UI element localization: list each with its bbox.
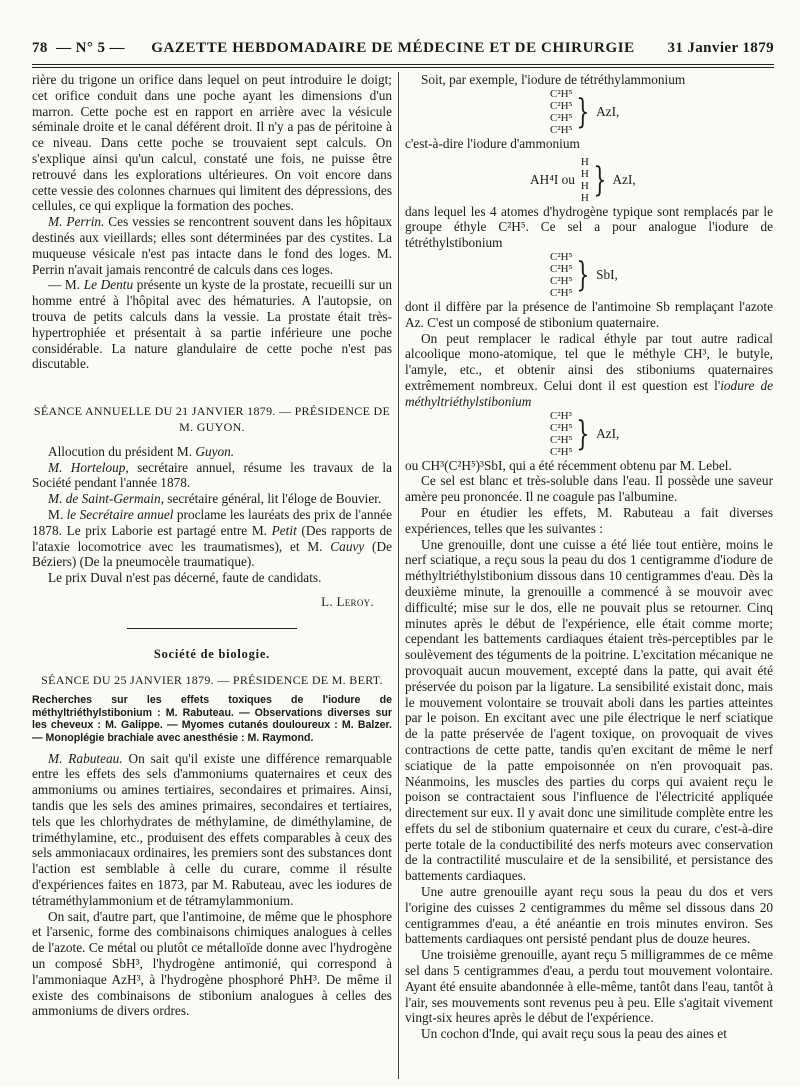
session-summary: Recherches sur les effets toxiques de l'iodure de méthyltriéthylstibonium : M. Rabuteau. — Observations diverses sur les cheveux : M. Galippe. — Myomes cutanés douloureux : M. Balzer. — Monoplégie brachiale avec anesthésie : M. Raymond. <box>32 694 392 745</box>
paragraph: M. Horteloup, secrétaire annuel, résume les travaux de la Société pendant l'année 1878. <box>32 459 392 491</box>
journal-title: GAZETTE HEBDOMADAIRE DE MÉDECINE ET DE CHIRURGIE <box>151 40 635 56</box>
paragraph: — M. Le Dentu présente un kyste de la prostate, recueilli sur un homme entré à l'hôpital avec des hématuries. A l'autopsie, on trouva de petits calculs dans la vessie. La prostate était très-hypertrophiée et présentait à sa partie inférieure une poche considérable. La nature glandulaire de cette poche n'est pas discutable. <box>32 277 392 372</box>
paragraph: rière du trigone un orifice dans lequel on peut introduire le doigt; cet orifice conduit dans une poche ayant les dimensions d'un marron. Cette poche est en rapport en arrière avec la vésicule séminale droite et le canal déférent droit. Il n'y a pas de péritoine à ce niveau. Dans cette poche se trouvaient sept calculs. On s'explique ainsi qu'un calcul, constaté une fois, ne puisse être retrouvé dans les explorations ultérieures. On voit encore dans cette vessie des colonnes charnues qui limitent des dépressions, des cellules, ce qui explique la formation des poches. <box>32 72 392 214</box>
paragraph: Soit, par exemple, l'iodure de tétréthylammonium <box>421 72 686 87</box>
paragraph: M. Perrin. Ces vessies se rencontrent souvent dans les hôpitaux destinés aux vieillards; elles sont déterminées par des cystites. La muqueuse vésicale n'est pas intacte dans le fond des loges. M. Perrin n'avait jamais rencontré de calculs dans ces loges. <box>32 214 393 277</box>
paragraph: Allocution du président M. Guyon. <box>48 443 235 459</box>
header-rule-thin <box>32 67 774 68</box>
paragraph: On peut remplacer le radical éthyle par tout autre radical alcoolique mono-atomique, tel que le méthyle CH³, le butyle, l'amyle, etc., et obtenir ainsi des stiboniums quaternaires extrêmement nombreux. Celui dont il est question est l'iodure de méthyltriéthylstibonium <box>405 330 773 409</box>
column-divider <box>398 72 399 1079</box>
paragraph: c'est-à-dire l'iodure d'ammonium <box>405 135 580 151</box>
paragraph: Le prix Duval n'est pas décerné, faute de candidats. <box>48 570 322 586</box>
right-column <box>405 72 773 1042</box>
issue-date: 31 Janvier 1879 <box>667 40 774 56</box>
paragraph: Pour en étudier les effets, M. Rabuteau a fait diverses expériences, telles que les suivantes : <box>405 504 773 536</box>
paragraph: dont il diffère par la présence de l'antimoine Sb remplaçant l'azote Az. C'est un composé de stibonium quaternaire. <box>405 298 773 330</box>
paragraph: Ce sel est blanc et très-soluble dans l'eau. Il possède une saveur amère peu prononcée. Il ne coagule pas l'albumine. <box>405 473 773 505</box>
paragraph: M. le Secrétaire annuel proclame les lauréats des prix de l'année 1878. Le prix Laborie est partagé entre M. Petit (Des rapports de l'ataxie locomotrice avec les traumatismes), et M. Cauvy (De Béziers) (De la pneumocèle traumatique). <box>32 506 392 570</box>
chemical-formula: AH⁴I ou H H H H } AzI, <box>530 155 636 204</box>
seance-heading: SÉANCE DU 25 JANVIER 1879. — PRÉSIDENCE DE M. BERT. <box>41 672 383 687</box>
paragraph: ou CH³(C²H⁵)³SbI, qui a été récemment obtenu par M. Lebel. <box>405 457 732 473</box>
section-title: Société de biologie. <box>153 646 271 661</box>
paragraph: Un cochon d'Inde, qui avait reçu sous la peau des aines et <box>421 1026 727 1042</box>
signature: L. Leroy. <box>321 593 374 609</box>
header-rule <box>32 64 774 65</box>
chemical-formula: C²H⁵ C²H⁵ C²H⁵ C²H⁵ } AzI, <box>550 87 620 136</box>
paragraph: On sait, d'autre part, que l'antimoine, de même que le phosphore et l'arsenic, forme des combinaisons chimiques analogues à celles de l'azote. Ce métal ou plutôt ce métalloïde donne avec l'hydrogène un composé SbH³, l'hydrogène antimonié, qui correspond à l'ammoniaque AzH³, à l'hydrogène phosphoré PhH³. De même il existe des combinaisons de stibonium analogues à celles des ammoniums de divers ordres. <box>32 908 392 1019</box>
paragraph: M. de Saint-Germain, secrétaire général, lit l'éloge de Bouvier. <box>48 491 382 507</box>
paragraph: Une grenouille, dont une cuisse a été liée tout entière, moins le nerf sciatique, a reçu sous la peau du dos 1 centigramme d'iodure de méthyltriéthylstibonium dissous dans 10 centigrammes d'eau. Dès la deuxième minute, la grenouille a commencé à se mouvoir avec difficulté; mise sur le dos, elle ne pouvait plus se retourner. Cinq minutes après le début de l'expérience, elle était comme morte; cependant les battements cardiaques étaient très-perceptibles par le soulèvement des téguments de la poitrine. L'excitation mécanique ne provoquait aucun mouvement, excepté dans la patte, qui avait été préservée du poison par la ligature. La sensibilité existait donc, mais le mouvement volontaire se trouvait aboli dans les parties atteintes par le poison. En excitant avec une pile électrique le nerf sciatique de la patte préservée de l'agent toxique, on provoquait de vives contractions de cette patte, tandis qu'en excitant de même le nerf sciatique de la patte empoisonnée on n'en provoquait pas. Néanmoins, les muscles des parties du corps qui avaient reçu le poison se contractaient sous l'influence de l'électricité appliquée directement sur eux. Il y avait donc une similitude complète entre les effets du sel de stibonium quaternaire et ceux du curare, c'est-à-dire perte totale de la conductibilité des nerfs moteurs avec conservation de la contractilité musculaire et de la sensibilité, et persistance des battements cardiaques. <box>405 536 773 884</box>
seance-heading: SÉANCE ANNUELLE DU 21 JANVIER 1879. — PRÉSIDENCE DE M. GUYON. <box>33 404 391 434</box>
paragraph: Une troisième grenouille, ayant reçu 5 milligrammes de ce même sel dans 5 centigrammes d'eau, a perdu tout mouvement volontaire. Ayant été ensuite abandonnée à elle-même, tantôt dans l'eau, tantôt à l'air, ses mouvements sont revenus peu à peu. Elle s'agitait vivement vingt-six heures après le début de l'expérience. <box>405 947 773 1026</box>
page-number-issue: 78 — N° 5 — <box>32 40 125 56</box>
paragraph: dans lequel les 4 atomes d'hydrogène typique sont remplacés par le groupe éthyle C²H⁵. Ce sel a pour analogue l'iodure de tétréthylstibonium <box>405 203 773 251</box>
running-header <box>32 40 774 62</box>
left-column <box>32 72 392 1019</box>
paragraph: Une autre grenouille ayant reçu sous la peau du dos et vers l'origine des cuisses 2 centigrammes du même sel dissous dans 20 centigrammes d'eau, a été anéantie en trois minutes environ. Ses battements cardiaques ont persisté pendant plus de douze heures. <box>405 884 773 947</box>
paragraph: M. Rabuteau. On sait qu'il existe une différence remarquable entre les effets des sels d'ammoniums quaternaires et ceux des ammoniums ou amines tertiaires, secondaires et primaires. Ainsi, tandis que les sels des amines primaires, secondaires et tertiaires, tels que les chlorhydrates de méthylamine, de diméthylamine, de triméthylamine, etc., produisent des effets comparables à ceux des sels ammoniacaux ordinaires, les premiers sont des substances dont l'action est semblable à celle du curare, comme il résulte d'expériences faites en 1873, par M. Rabuteau, avec les iodures de tétraméthylammonium et de tétramylammonium. <box>32 750 392 908</box>
chemical-formula: C²H⁵ C²H⁵ C²H⁵ C²H⁵ } SbI, <box>550 250 618 299</box>
chemical-formula: C²H³ C²H⁵ C²H⁵ C²H⁵ } AzI, <box>550 409 620 458</box>
